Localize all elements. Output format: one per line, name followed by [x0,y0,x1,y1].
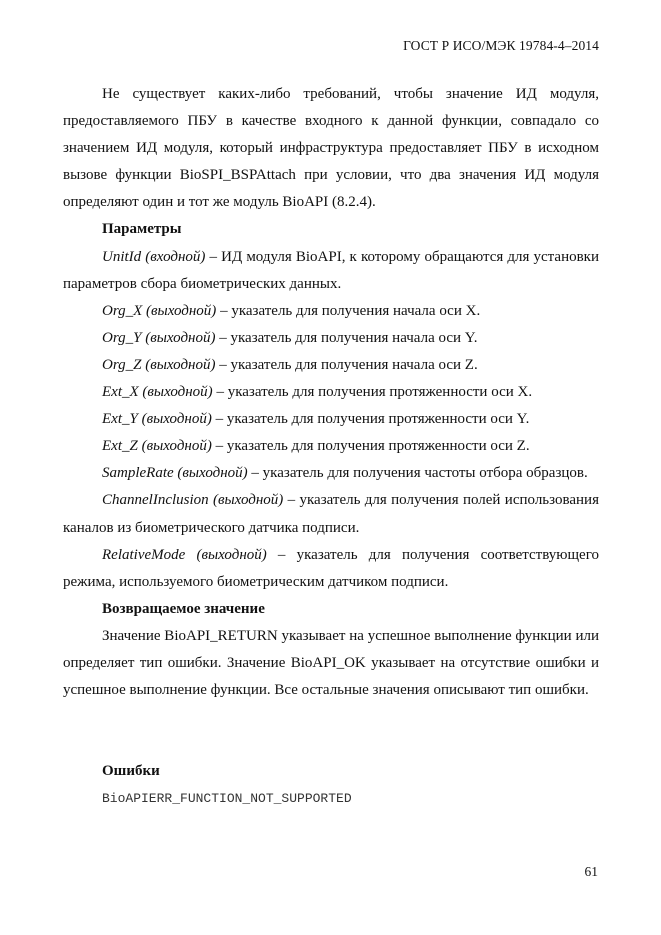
param-desc: – указатель для получения начала оси Y. [215,329,478,346]
param-name: ChannelInclusion (выходной) [102,492,284,509]
param-name: RelativeMode (выходной) [102,546,267,563]
section-spacer [63,704,599,758]
param-desc: – указатель для получения частоты отбора образцов. [247,465,588,482]
return-value-heading: Возвращаемое значение [102,600,265,617]
param-samplerate [63,460,599,487]
param-name: UnitId (входной) [102,248,206,265]
param-desc: – указатель для получения начала оси Z. [215,356,478,373]
return-value-paragraph: Значение BioAPI_RETURN указывает на успешное выполнение функции или определяет тип ошибки. Значение BioAPI_OK указывает на отсутствие ошибки и успешное выполнение функции. Все остальные значения описывают тип ошибки. [63,627,599,699]
param-desc: – ИД модуля BioAPI, к которому обращаются для установки параметров сбора биометрических данных. [63,248,599,292]
param-name: Ext_Z (выходной) [102,438,212,455]
param-name: Org_Z (выходной) [102,356,216,373]
param-name: Org_Y (выходной) [102,329,216,346]
param-desc: – указатель для получения полей использования каналов из биометрического датчика подписи. [63,492,599,536]
param-channelinclusion [63,487,599,541]
param-org-y [63,325,599,352]
param-desc: – указатель для получения протяженности оси X. [212,384,533,401]
param-desc: – указатель для получения протяженности оси Y. [211,411,530,428]
page-number: 61 [584,864,598,879]
parameters-heading: Параметры [102,221,182,238]
param-desc: – указатель для получения протяженности оси Z. [211,438,530,455]
param-ext-x [63,379,599,406]
param-name: SampleRate (выходной) [102,465,248,482]
param-org-x [63,298,599,325]
document-header: ГОСТ Р ИСО/МЭК 19784-4–2014 [403,38,599,53]
param-org-z [63,352,599,379]
param-relativemode [63,542,599,596]
param-name: Org_X (выходной) [102,302,217,319]
param-ext-y [63,406,599,433]
param-name: Ext_Y (выходной) [102,411,212,428]
param-ext-z [63,433,599,460]
error-code: BioAPIERR_FUNCTION_NOT_SUPPORTED [102,791,352,807]
param-desc: – указатель для получения начала оси X. [216,302,481,319]
intro-paragraph: Не существует каких-либо требований, чтобы значение ИД модуля, предоставляемого ПБУ в качестве входного к данной функции, совпадало со значением ИД модуля, который инфраструктура предоставляет ПБУ в исходном вызове функции BioSPI_BSPAttach при условии, что два значения ИД модуля определяют один и тот же модуль BioAPI (8.2.4). [63,86,599,211]
param-name: Ext_X (выходной) [102,384,213,401]
errors-heading: Ошибки [102,763,160,780]
page-content [63,81,599,812]
param-unitid [63,244,599,298]
param-desc: – указатель для получения соответствующего режима, используемого биометрическим датчиком подписи. [63,546,599,590]
